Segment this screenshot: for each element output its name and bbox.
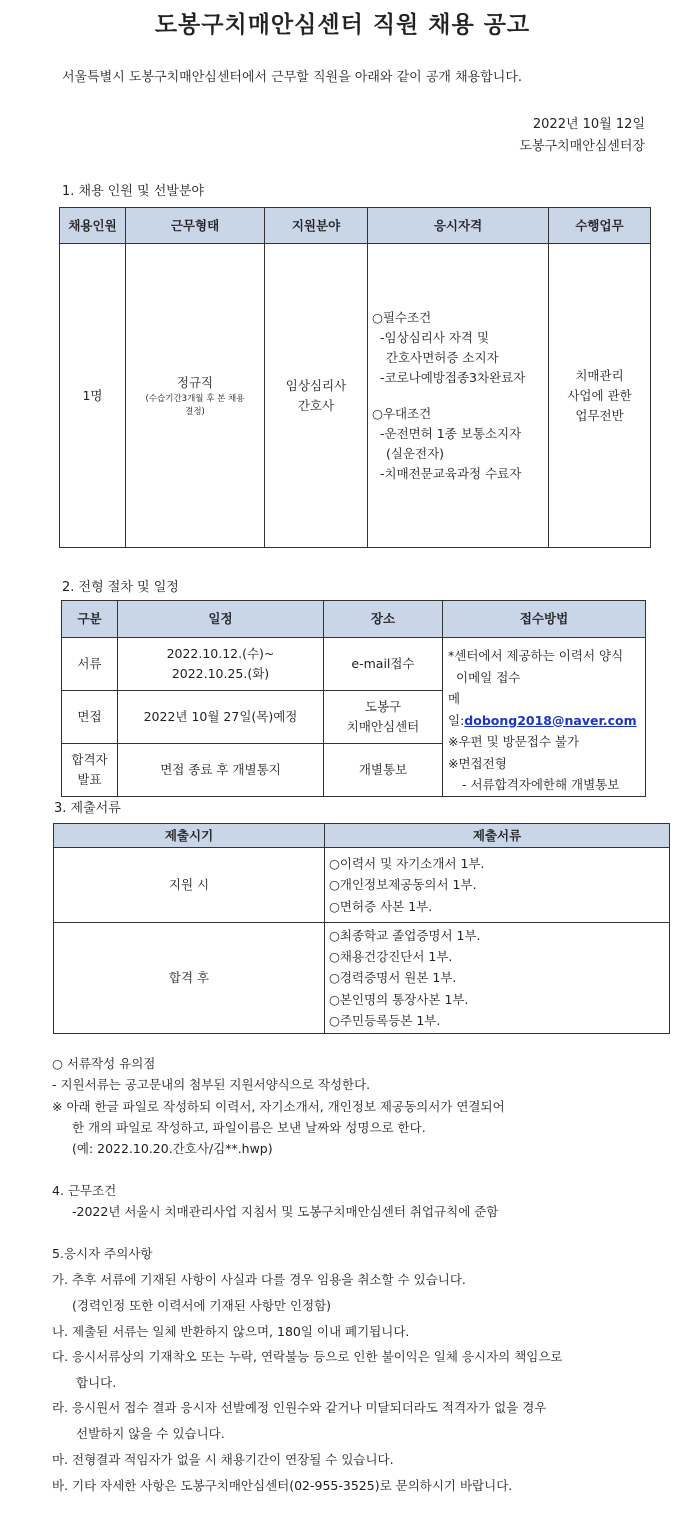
doc-item: ○본인명의 통장사본 1부.	[329, 991, 469, 1007]
type-label: 정규직	[176, 374, 214, 390]
method-line: ※면접전형	[448, 755, 507, 771]
doc-item: ○채용건강진단서 1부.	[329, 949, 453, 965]
doc-item: ○최종학교 졸업증명서 1부.	[329, 927, 481, 943]
caution-item: 나. 제출된 서류는 일체 반환하지 않으며, 180일 이내 폐기됩니다.	[52, 1324, 410, 1339]
recruitment-table	[59, 207, 651, 548]
section-4-body: -2022년 서울시 치매관리사업 지침서 및 도봉구치매안심센터 취업규칙에 준함	[72, 1204, 499, 1219]
email-prefix: 메일:	[448, 691, 465, 728]
cell-count: 1명	[60, 244, 126, 548]
duty-line: 사업에 관한	[567, 387, 632, 403]
row-schedule: 2022년 10월 27일(목)예정	[118, 691, 324, 744]
docs-when: 지원 시	[54, 848, 325, 923]
header-qualification: 응시자격	[368, 208, 549, 244]
caution-item: (경력인정 또한 이력서에 기재된 사항만 인정함)	[72, 1298, 332, 1313]
row-label: 서류	[62, 638, 118, 691]
docs-list	[325, 923, 670, 1034]
method-line: 이메일 접수	[456, 669, 521, 685]
caution-item: 다. 응시서류상의 기재착오 또는 누락, 연락불능 등으로 인한 불이익은 일체 응시자의 책임으로	[52, 1349, 563, 1364]
caution-item: 가. 추후 서류에 기재된 사항이 사실과 다를 경우 임용을 취소할 수 있습니다.	[52, 1272, 466, 1287]
label-line: 합격자	[71, 751, 108, 767]
header-schedule: 일정	[118, 601, 324, 638]
header-type: 근무형태	[126, 208, 265, 244]
duty-line: 업무전반	[575, 407, 624, 423]
row-schedule	[118, 638, 324, 691]
method-line-email	[448, 688, 645, 731]
header-category: 구분	[62, 601, 118, 638]
doc-item: ○개인정보제공동의서 1부.	[329, 877, 477, 893]
announcement-date: 2022년 10월 12일	[532, 117, 645, 132]
caution-item: 합니다.	[76, 1375, 117, 1390]
note-line: 한 개의 파일로 작성하고, 파일이름은 보낸 날짜와 성명으로 한다.	[72, 1120, 426, 1135]
page-title: 도봉구치매안심센터 직원 채용 공고	[154, 12, 531, 38]
qual-line: -코로나예방접종3차완료자	[380, 369, 526, 385]
caution-item: 선발하지 않을 수 있습니다.	[76, 1426, 225, 1441]
doc-item: ○이력서 및 자기소개서 1부.	[329, 856, 485, 872]
schedule-table	[61, 600, 646, 797]
cell-type	[126, 244, 265, 548]
place-line: 도봉구	[364, 699, 402, 715]
header-place: 장소	[324, 601, 443, 638]
section-2-heading: 2. 전형 절차 및 일정	[62, 580, 179, 595]
method-line: ※우편 및 방문접수 불가	[448, 734, 580, 749]
schedule-line: 2022.10.25.(화)	[171, 666, 270, 682]
intro-text: 서울특별시 도봉구치매안심센터에서 근무할 직원을 아래와 같이 공개 채용합니다.	[62, 70, 523, 85]
note-line: ※ 아래 한글 파일로 작성하되 이력서, 자기소개서, 개인정보 제공동의서가 연결되어	[52, 1099, 505, 1114]
type-note: (수습기간3개월 후 본 채용 결정)	[145, 393, 245, 417]
row-label	[62, 744, 118, 796]
row-place: 개별통보	[324, 744, 443, 796]
caution-item: 마. 전형결과 적임자가 없을 시 채용기간이 연장될 수 있습니다.	[52, 1452, 394, 1467]
field-line-1: 임상심리사	[285, 377, 347, 393]
cell-duty	[549, 244, 651, 548]
row-place: e-mail접수	[324, 638, 443, 691]
note-line: (예: 2022.10.20.간호사/김**.hwp)	[72, 1141, 273, 1156]
docs-when: 합격 후	[54, 923, 325, 1034]
doc-item: ○면허증 사본 1부.	[329, 898, 433, 914]
issuer: 도봉구치매안심센터장	[519, 139, 645, 154]
cell-qualification	[368, 244, 549, 548]
row-place	[324, 691, 443, 744]
header-when: 제출시기	[54, 824, 325, 848]
docs-list	[325, 848, 670, 923]
header-docs: 제출서류	[325, 824, 670, 848]
doc-item: ○경력증명서 원본 1부.	[329, 970, 457, 986]
caution-item: 바. 기타 자세한 사항은 도봉구치매안심센터(02-955-3525)로 문의하시기 바랍니다.	[52, 1478, 513, 1493]
qual-line: -임상심리사 자격 및	[380, 329, 490, 345]
method-line: - 서류합격자에한해 개별통보	[462, 777, 620, 792]
caution-item: 라. 응시원서 접수 결과 응시자 선발예정 인원수와 같거나 미달되더라도 적격자가 없을 경우	[52, 1400, 547, 1415]
doc-item: ○주민등록등본 1부.	[329, 1012, 441, 1028]
section-5-heading: 5.응시자 주의사항	[52, 1246, 153, 1261]
method-line: *센터에서 제공하는 이력서 양식	[448, 648, 624, 663]
note-line: ○ 서류작성 유의점	[52, 1056, 156, 1071]
place-line: 치매안심센터	[346, 719, 420, 735]
duty-line: 치매관리	[575, 367, 624, 383]
row-label: 면접	[62, 691, 118, 744]
qual-line: ○우대조건	[372, 405, 432, 421]
documents-table	[53, 823, 670, 1034]
qual-spacer	[372, 388, 548, 404]
email-link[interactable]: dobong2018@naver.com	[464, 712, 637, 728]
qual-line: ○필수조건	[372, 309, 432, 325]
header-duty: 수행업무	[549, 208, 651, 244]
qual-line: (실운전자)	[386, 445, 445, 461]
row-schedule: 면접 종료 후 개별통지	[118, 744, 324, 796]
cell-field	[265, 244, 368, 548]
qual-line: 간호사면허증 소지자	[386, 349, 499, 365]
header-count: 채용인원	[60, 208, 126, 244]
section-3-heading: 3. 제출서류	[54, 801, 121, 816]
field-line-2: 간호사	[297, 397, 335, 413]
header-method: 접수방법	[443, 601, 646, 638]
header-field: 지원분야	[265, 208, 368, 244]
label-line: 발표	[77, 771, 102, 787]
section-1-heading: 1. 채용 인원 및 선발분야	[62, 184, 204, 199]
cell-method	[443, 638, 646, 797]
qual-line: -치매전문교육과정 수료자	[380, 465, 522, 481]
schedule-line: 2022.10.12.(수)~	[166, 646, 275, 662]
note-line: - 지원서류는 공고문내의 첨부된 지원서양식으로 작성한다.	[52, 1077, 371, 1092]
section-4-heading: 4. 근무조건	[52, 1183, 117, 1198]
qual-line: -운전면허 1종 보통소지자	[380, 425, 522, 441]
